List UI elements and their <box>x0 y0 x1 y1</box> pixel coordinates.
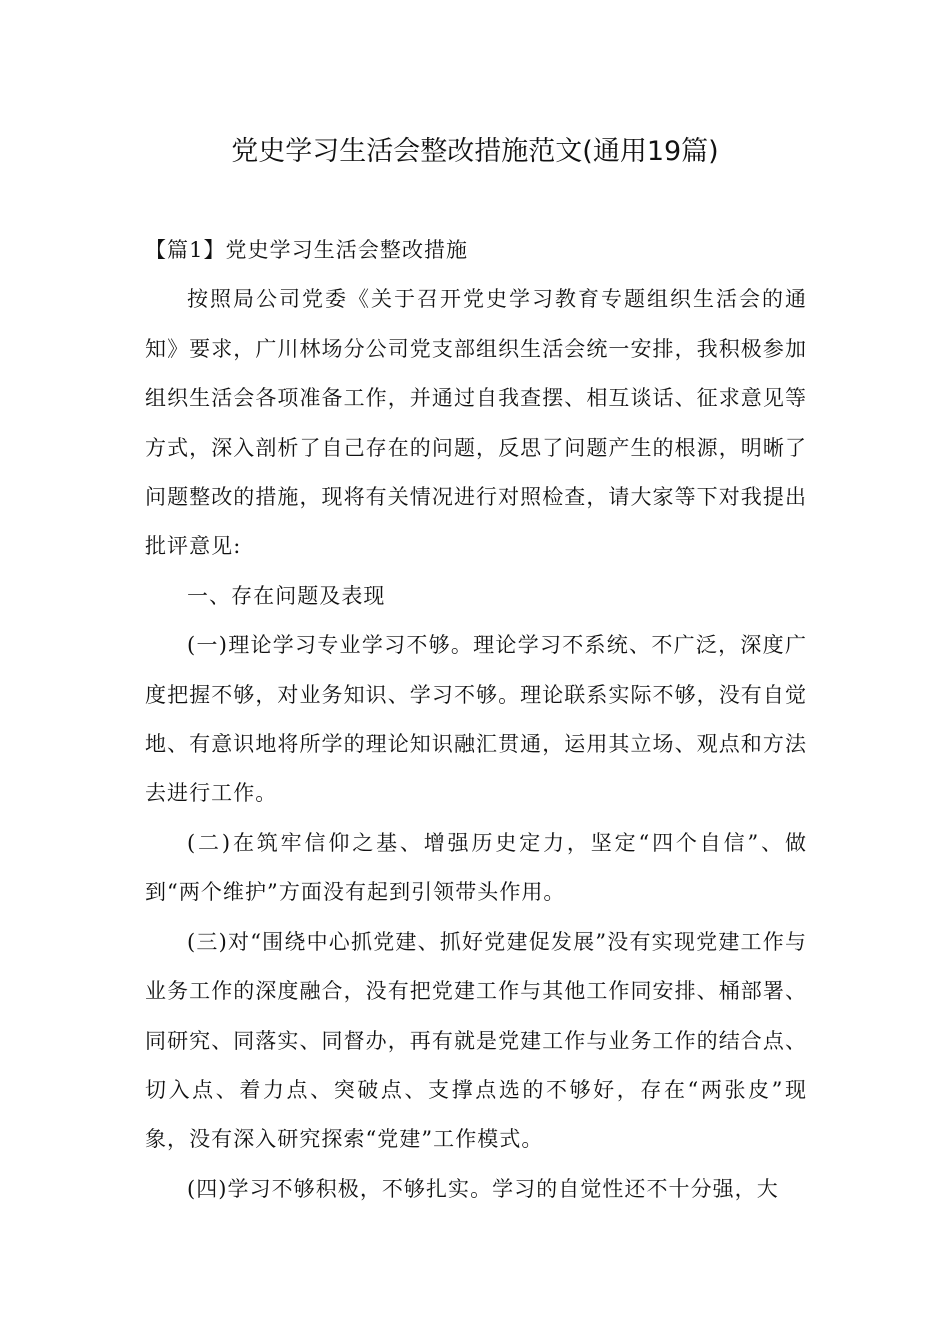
document-body <box>145 226 807 1214</box>
paragraph-item-4: (四)学习不够积极，不够扎实。学习的自觉性还不十分强，大 <box>187 1176 779 1201</box>
paragraph-heading-problems: 一、存在问题及表现 <box>187 583 386 608</box>
paragraph-item-3: (三)对“围绕中心抓党建、抓好党建促发展”没有实现党建工作与业务工作的深度融合，没有把党建工作与其他工作同安排、桶部署、同研究、同落实、同督办，再有就是党建工作与业务工作的结合点、切入点、着力点、突破点、支撑点选的不够好，存在“两张皮”现象，没有深入研究探索“党建”工作模式。 <box>145 929 807 1152</box>
paragraph-intro: 按照局公司党委《关于召开党史学习教育专题组织生活会的通知》要求，广川林场分公司党支部组织生活会统一安排，我积极参加组织生活会各项准备工作，并通过自我查摆、相互谈话、征求意见等方式，深入剖析了自己存在的问题，反思了问题产生的根源，明晰了问题整改的措施，现将有关情况进行对照检查，请大家等下对我提出批评意见: <box>145 287 807 559</box>
section-heading: 【篇1】党史学习生活会整改措施 <box>145 238 469 262</box>
document-title: 党史学习生活会整改措施范文(通用19篇) <box>231 136 719 167</box>
paragraph-item-2: (二)在筑牢信仰之基、增强历史定力，坚定“四个自信”、做到“两个维护”方面没有起到引领带头作用。 <box>145 830 807 905</box>
paragraph-item-1: (一)理论学习专业学习不够。理论学习不系统、不广泛，深度广度把握不够，对业务知识、学习不够。理论联系实际不够，没有自觉地、有意识地将所学的理论知识融汇贯通，运用其立场、观点和方法去进行工作。 <box>145 633 807 806</box>
